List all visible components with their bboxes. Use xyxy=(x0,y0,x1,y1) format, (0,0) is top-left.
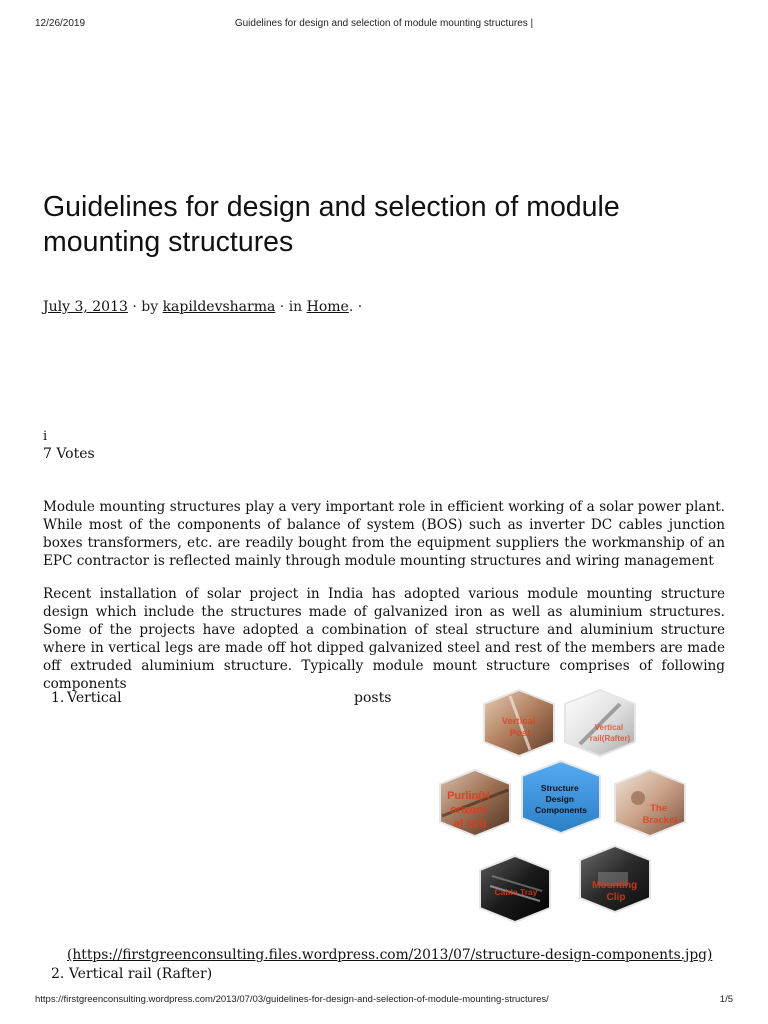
segment-label-line: Mounting xyxy=(592,880,638,891)
segment-label-line: rail(Rafter) xyxy=(589,734,631,743)
segment-label-line: The xyxy=(650,803,668,814)
segment-label-line: Clip xyxy=(606,892,626,903)
segment-label-line: Bracket xyxy=(642,815,678,826)
paragraph-installation: Recent installation of solar project in India has adopted various module mounting structure design which include the structures made of galvanized iron as well as aluminium structures. Some of the projects have adopted a combination of steal structure and aluminium structure where in vertical legs are made off hot dipped galvanized steel and rest of the members are made off extruded aluminium structure. Typically module mount structure comprises of following components xyxy=(43,586,725,693)
list-text: Vertical rail (Rafter) xyxy=(68,966,213,982)
segment-label-line: orizont xyxy=(450,804,487,816)
segment-label-line: Purlin(H xyxy=(447,790,490,802)
list-number: 1. xyxy=(51,690,65,706)
paragraph-intro: Module mounting structures play a very important role in efficient working of a solar power plant. While most of the components of balance of system (BOS) such as inverter DC cables junction boxes transformers, etc. are readily bought from the equipment suppliers the workmanship of an EPC contractor is reflected mainly through module mounting structures and wiring management xyxy=(43,499,725,570)
center-label-line: Structure xyxy=(540,783,579,793)
article-title: Guidelines for design and selection of module mounting structures xyxy=(43,191,620,258)
byline-by: · by xyxy=(127,299,163,315)
list-text-start: Vertical xyxy=(67,690,122,706)
byline xyxy=(43,299,362,315)
list-text-end: posts xyxy=(354,690,392,706)
post-date-link[interactable]: July 3, 2013 xyxy=(43,299,128,315)
image-source-link[interactable]: (https://firstgreenconsulting.files.wordpress.com/2013/07/structure-design-components.jpg) xyxy=(67,947,713,963)
rating-marker: i xyxy=(43,429,48,444)
page-number: 1/5 xyxy=(719,994,733,1005)
list-item xyxy=(51,966,212,982)
segment-label-line: Cable Tray xyxy=(494,887,538,897)
list-number: 2. xyxy=(51,966,65,982)
center-label-line: Design xyxy=(545,794,574,804)
print-date: 12/26/2019 xyxy=(35,18,86,29)
center-label-line: Components xyxy=(535,805,587,815)
segment-label-line: Vertical xyxy=(501,716,536,727)
byline-tail: . · xyxy=(348,299,363,315)
cable-tray-label xyxy=(495,887,538,897)
segment-label-line: Post xyxy=(509,728,531,739)
segment-label-line: al rail) xyxy=(453,818,487,830)
votes-count: 7 Votes xyxy=(43,446,95,462)
print-header xyxy=(35,18,733,32)
footer-url: https://firstgreenconsulting.wordpress.com/2013/07/03/guidelines-for-design-and-selection-of-module-mounting-structures/ xyxy=(35,994,549,1005)
print-header-title: Guidelines for design and selection of module mounting structures | xyxy=(234,18,534,29)
purlin-label xyxy=(447,790,493,830)
byline-in: · in xyxy=(275,299,307,315)
author-link[interactable]: kapildevsharma xyxy=(162,299,276,315)
category-link[interactable]: Home xyxy=(306,299,349,315)
structure-design-components-image xyxy=(420,686,710,940)
segment-label-line: Vertical xyxy=(594,723,624,732)
